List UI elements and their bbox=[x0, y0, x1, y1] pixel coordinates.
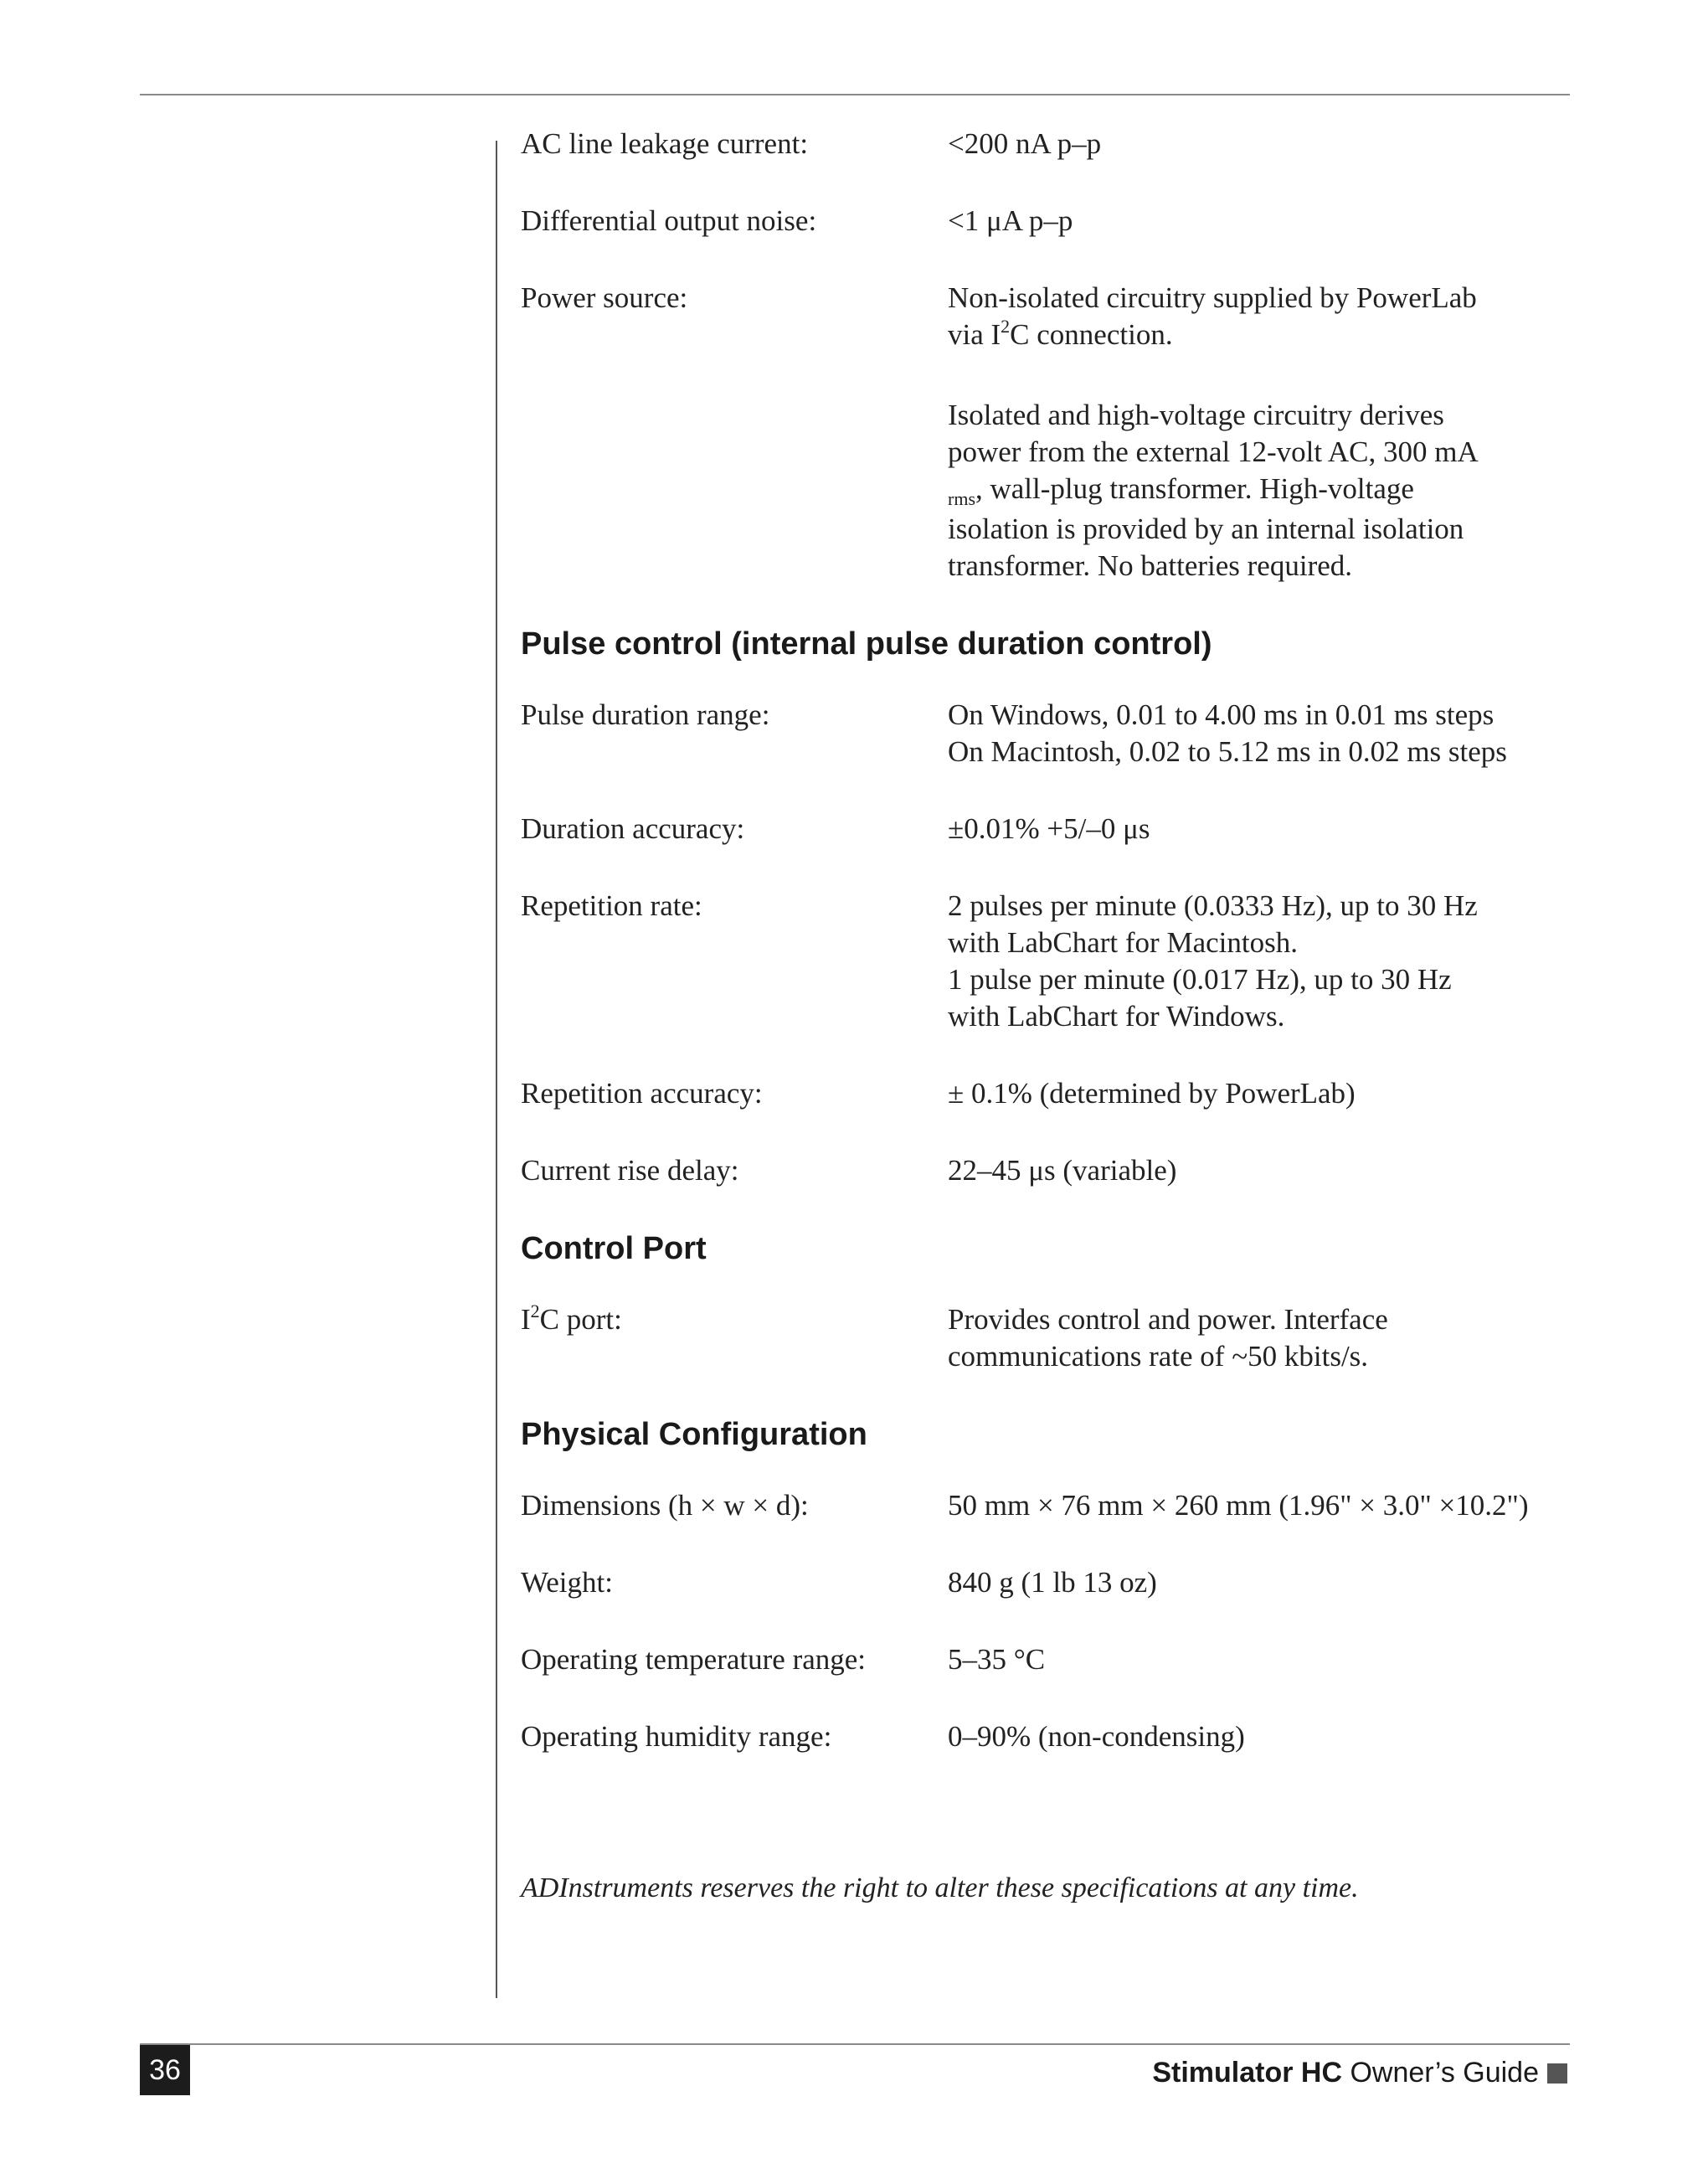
text-fragment: I bbox=[521, 1303, 531, 1336]
spec-row-repetition-rate bbox=[521, 888, 1576, 1035]
spec-row-repetition-accuracy bbox=[521, 1075, 1576, 1112]
spec-value-line: with LabChart for Macintosh. bbox=[948, 926, 1298, 959]
spec-value-line: transformer. No batteries required. bbox=[948, 549, 1353, 582]
text-fragment: , wall-plug transformer. High-voltage bbox=[975, 472, 1414, 505]
spec-label: Dimensions (h × w × d): bbox=[521, 1489, 809, 1522]
spec-value bbox=[948, 126, 1576, 162]
spec-row-duration-accuracy bbox=[521, 811, 1576, 847]
spec-label: Weight: bbox=[521, 1566, 613, 1599]
spec-label: Operating humidity range: bbox=[521, 1720, 832, 1753]
section-heading-control-port: Control Port bbox=[521, 1231, 707, 1266]
spec-row-current-rise-delay bbox=[521, 1152, 1576, 1189]
spec-value bbox=[948, 203, 1576, 240]
spec-value-line: ± 0.1% (determined by PowerLab) bbox=[948, 1077, 1356, 1110]
spec-value-line: 0–90% (non-condensing) bbox=[948, 1720, 1245, 1753]
spec-value bbox=[948, 1152, 1576, 1189]
spec-value-line: On Windows, 0.01 to 4.00 ms in 0.01 ms steps bbox=[948, 698, 1494, 731]
spec-label: Differential output noise: bbox=[521, 204, 817, 237]
spec-value-line: communications rate of ~50 kbits/s. bbox=[948, 1340, 1369, 1373]
spec-row-power-source bbox=[521, 280, 1576, 585]
spec-value-line: <1 μA p–p bbox=[948, 204, 1073, 237]
spec-value-line bbox=[948, 317, 1576, 357]
spec-row-pulse-duration bbox=[521, 697, 1576, 770]
spec-label: Power source: bbox=[521, 281, 688, 314]
spec-value-line: 840 g (1 lb 13 oz) bbox=[948, 1566, 1157, 1599]
spec-row-weight bbox=[521, 1564, 1576, 1601]
text-fragment: C port: bbox=[539, 1303, 622, 1336]
spec-label: Current rise delay: bbox=[521, 1154, 739, 1187]
spec-value-line: 22–45 μs (variable) bbox=[948, 1154, 1177, 1187]
spec-label: Duration accuracy: bbox=[521, 812, 745, 845]
spec-value-line: Provides control and power. Interface bbox=[948, 1303, 1388, 1336]
spec-value-line: power from the external 12-volt AC, 300 mA bbox=[948, 435, 1479, 468]
spec-value bbox=[948, 1301, 1576, 1375]
footer-title bbox=[1152, 2057, 1567, 2089]
spec-value bbox=[948, 1564, 1576, 1601]
spec-value-line: 1 pulse per minute (0.017 Hz), up to 30 Hz bbox=[948, 963, 1452, 996]
spec-value-line bbox=[948, 471, 1576, 511]
spec-value bbox=[948, 280, 1576, 585]
text-fragment: via I bbox=[948, 318, 1001, 351]
spec-value-line: Non-isolated circuitry supplied by PowerLab bbox=[948, 281, 1477, 314]
spec-label: Pulse duration range: bbox=[521, 698, 770, 731]
spec-value-line: Isolated and high-voltage circuitry derives bbox=[948, 399, 1444, 431]
spec-value-line: with LabChart for Windows. bbox=[948, 1000, 1285, 1033]
spec-row-ac-leakage bbox=[521, 126, 1576, 162]
spec-value bbox=[948, 1487, 1576, 1524]
spec-label: Repetition accuracy: bbox=[521, 1077, 763, 1110]
section-heading-physical-configuration: Physical Configuration bbox=[521, 1417, 867, 1452]
page-number: 36 bbox=[140, 2045, 190, 2095]
section-heading-pulse-control: Pulse control (internal pulse duration control) bbox=[521, 626, 1212, 662]
spec-value bbox=[948, 697, 1576, 770]
spec-value bbox=[948, 811, 1576, 847]
text-fragment: C connection. bbox=[1010, 318, 1173, 351]
spec-label: Operating temperature range: bbox=[521, 1643, 867, 1676]
spec-value bbox=[948, 1075, 1576, 1112]
spec-row-operating-temperature bbox=[521, 1641, 1576, 1678]
spec-label bbox=[521, 1301, 948, 1375]
spec-content bbox=[521, 126, 1576, 1795]
spec-value-line: 5–35 °C bbox=[948, 1643, 1046, 1676]
spec-value-line: isolation is provided by an internal isolation bbox=[948, 513, 1464, 545]
footer-title-text bbox=[1152, 2057, 1539, 2089]
product-name: Stimulator HC bbox=[1152, 2057, 1343, 2089]
spec-value-line: 50 mm × 76 mm × 260 mm (1.96" × 3.0" ×10.2") bbox=[948, 1489, 1529, 1522]
spec-value bbox=[948, 888, 1576, 1035]
margin-bar bbox=[496, 141, 497, 1998]
guide-name: Owner’s Guide bbox=[1350, 2057, 1539, 2089]
spec-row-output-noise bbox=[521, 203, 1576, 240]
superscript: 2 bbox=[1001, 316, 1011, 337]
spec-value bbox=[948, 1718, 1576, 1755]
spec-label: AC line leakage current: bbox=[521, 127, 809, 160]
spec-row-dimensions bbox=[521, 1487, 1576, 1524]
spec-value-line: <200 nA p–p bbox=[948, 127, 1102, 160]
spec-value-line: On Macintosh, 0.02 to 5.12 ms in 0.02 ms steps bbox=[948, 735, 1507, 768]
subscript: rms bbox=[948, 488, 975, 509]
spec-value-line: ±0.01% +5/–0 μs bbox=[948, 812, 1150, 845]
spec-label: Repetition rate: bbox=[521, 889, 702, 922]
bottom-rule bbox=[140, 2043, 1570, 2045]
spec-value-line: 2 pulses per minute (0.0333 Hz), up to 30 Hz bbox=[948, 889, 1478, 922]
spec-row-operating-humidity bbox=[521, 1718, 1576, 1755]
spec-value-paragraph bbox=[948, 397, 1576, 585]
top-rule bbox=[140, 94, 1570, 95]
footer-square-icon bbox=[1547, 2063, 1567, 2084]
spec-value bbox=[948, 1641, 1576, 1678]
spec-row-i2c-port bbox=[521, 1301, 1576, 1375]
superscript: 2 bbox=[530, 1301, 540, 1321]
disclaimer-note: ADInstruments reserves the right to alter these specifications at any time. bbox=[521, 1872, 1359, 1903]
